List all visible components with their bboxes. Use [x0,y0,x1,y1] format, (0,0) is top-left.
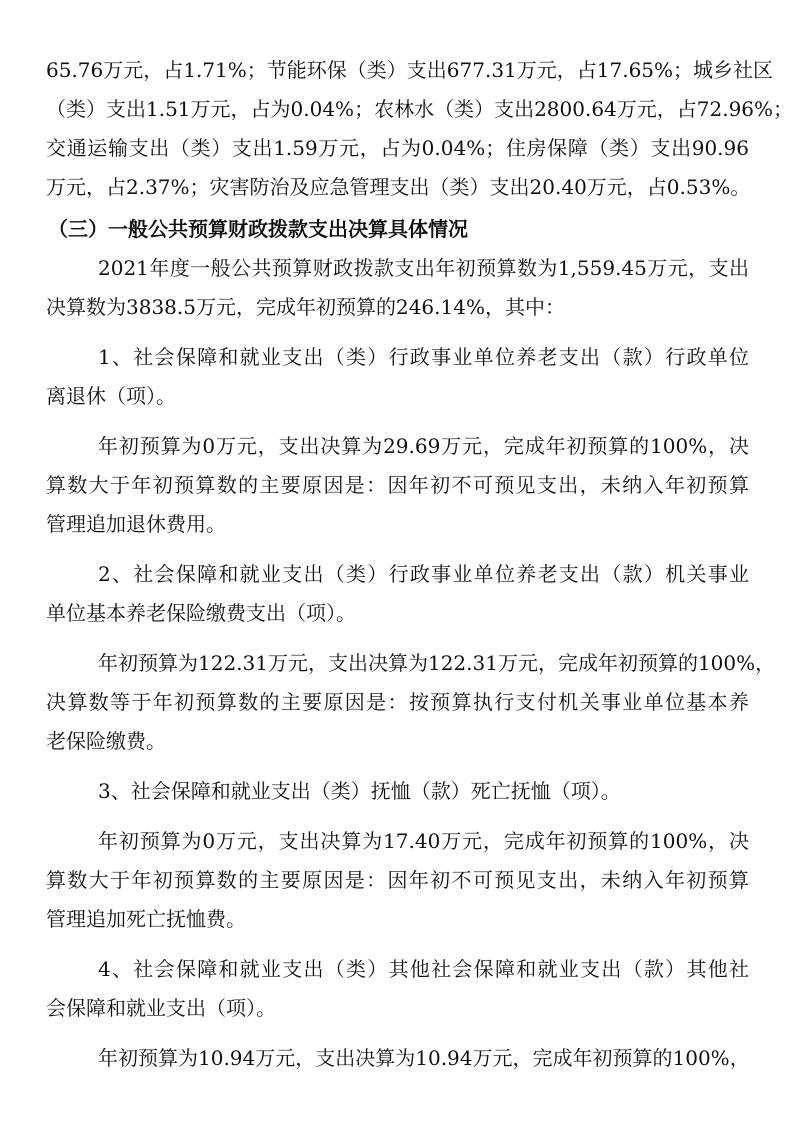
item-3 [46,772,749,811]
text-line: 算数大于年初预算数的主要原因是：因年初不可预见支出，未纳入年初预算 [46,473,749,497]
item-title-line: 3、社会保障和就业支出（类）抚恤（款）死亡抚恤（项）。 [98,779,621,803]
text-line: 算数大于年初预算数的主要原因是：因年初不可预见支出，未纳入年初预算 [46,868,749,892]
item-title-line: 4、社会保障和就业支出（类）其他社会保障和就业支出（款）其他社 [98,957,749,981]
item-4 [46,950,749,1028]
section-heading: （三）一般公共预算财政拨款支出决算具体情况 [48,217,468,241]
intro-paragraph [46,51,793,207]
text-line: 交通运输支出（类）支出1.59万元，占为0.04%；住房保障（类）支出90.96 [46,136,749,160]
item-3-body [46,822,749,939]
item-title-line: 会保障和就业支出（项）。 [46,996,276,1020]
item-title-line: 单位基本养老保险缴费支出（项）。 [46,601,356,625]
item-1 [46,338,749,416]
text-line: 管理追加死亡抚恤费。 [46,907,246,931]
text-line: 65.76万元，占1.71%；节能环保（类）支出677.31万元，占17.65%；城乡社区 [46,58,774,82]
text-line: 万元，占2.37%；灾害防治及应急管理支出（类）支出20.40万元，占0.53%。 [46,175,751,199]
summary-paragraph [46,249,749,327]
text-line: 决算数等于年初预算数的主要原因是：按预算执行支付机关事业单位基本养 [46,690,749,714]
item-title-line: 2、社会保障和就业支出（类）行政事业单位养老支出（款）机关事业 [98,562,749,586]
item-2-body [46,644,776,761]
text-line: 决算数为3838.5万元，完成年初预算的246.14%，其中： [46,295,565,319]
text-line: 年初预算为0万元，支出决算为29.69万元，完成年初预算的100%，决 [98,434,749,458]
text-line: 年初预算为0万元，支出决算为17.40万元，完成年初预算的100%，决 [98,829,749,853]
text-line: 2021年度一般公共预算财政拨款支出年初预算数为1,559.45万元，支出 [98,256,749,280]
item-title-line: 1、社会保障和就业支出（类）行政事业单位养老支出（款）行政单位 [98,345,749,369]
text-line: 年初预算为10.94万元，支出决算为10.94万元，完成年初预算的100%， [98,1046,750,1070]
item-1-body [46,427,749,544]
item-title-line: 离退休（项）。 [46,384,176,408]
item-4-body [46,1039,749,1078]
item-2 [46,555,749,633]
text-line: （类）支出1.51万元，占为0.04%；农林水（类）支出2800.64万元，占72.96%； [46,97,793,121]
text-line: 年初预算为122.31万元，支出决算为122.31万元，完成年初预算的100%， [98,651,776,675]
text-line: 老保险缴费。 [46,729,166,753]
text-line: 管理追加退休费用。 [46,512,226,536]
